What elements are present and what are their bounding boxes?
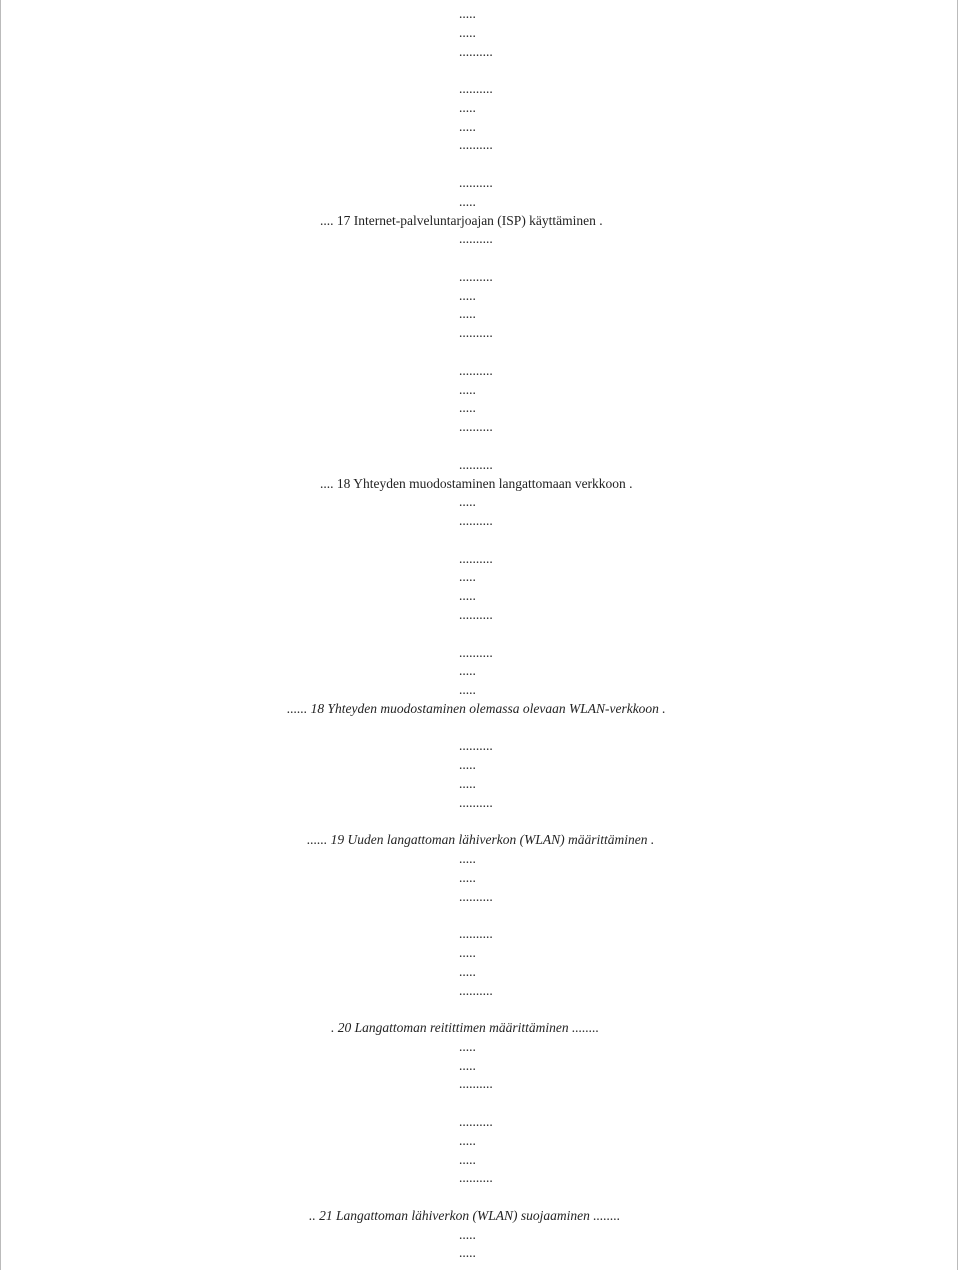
toc-entry: .... 17 Internet-palveluntarjoajan (ISP) käyttäminen . (320, 212, 603, 228)
dot-leader: ..... (459, 963, 476, 979)
dot-leader: ..... (459, 1057, 476, 1073)
dot-leader: ..... (459, 569, 476, 585)
dot-leader: .......... (459, 606, 493, 622)
toc-entry: ...... 19 Uuden langattoman lähiverkon (WLAN) määrittäminen . (307, 832, 655, 848)
dot-leader: ..... (459, 306, 476, 322)
dot-leader: .......... (459, 1114, 493, 1130)
dot-leader: .......... (459, 982, 493, 998)
dot-leader: ..... (459, 6, 476, 21)
dot-leader: .......... (459, 926, 493, 942)
dot-leader: .......... (459, 1076, 493, 1092)
dot-leader: ..... (459, 494, 476, 510)
dot-leader: ..... (459, 663, 476, 679)
toc-entry: .. 21 Langattoman lähiverkon (WLAN) suojaaminen ........ (309, 1207, 621, 1223)
dot-leader: .......... (459, 738, 493, 754)
dot-leader: ..... (459, 869, 476, 885)
dot-leader: ..... (459, 193, 476, 209)
dot-leader: .......... (459, 81, 493, 97)
dot-leader: .......... (459, 175, 493, 191)
dot-leader: ..... (459, 1038, 476, 1054)
dot-leader: ..... (459, 851, 476, 867)
dot-leader: .......... (459, 231, 493, 247)
dot-leader: ..... (459, 1151, 476, 1167)
dot-leader: ..... (459, 945, 476, 960)
dot-leader: ..... (459, 118, 476, 134)
dot-leader: .......... (459, 888, 493, 904)
dot-leader: ..... (459, 775, 476, 791)
dot-leader: ..... (459, 99, 476, 115)
dot-leader: ..... (459, 24, 476, 40)
dot-leader: ..... (459, 1132, 476, 1148)
dot-leader: .......... (459, 137, 493, 153)
toc-entry: .... 18 Yhteyden muodostaminen langattomaan verkkoon . (320, 475, 633, 491)
dot-leader: .......... (459, 550, 493, 566)
dot-leader: ..... (459, 682, 476, 698)
dot-leader: .......... (459, 644, 493, 660)
dot-leader: .......... (459, 794, 493, 810)
dot-leader: .......... (459, 456, 493, 472)
dot-leader: ..... (459, 588, 476, 604)
dot-leader: .......... (459, 325, 493, 341)
dot-leader: ..... (459, 400, 476, 416)
dot-leader: ..... (459, 757, 476, 773)
dot-leader: ..... (459, 1226, 476, 1242)
dot-leader: .......... (459, 419, 493, 435)
dot-leader: .......... (459, 513, 493, 529)
dot-leader: .......... (459, 362, 493, 378)
dot-leader: .......... (459, 43, 493, 59)
dot-leader: ..... (459, 287, 476, 303)
dot-leader: ..... (459, 381, 476, 397)
toc-entry: . 20 Langattoman reitittimen määrittäminen ........ (331, 1020, 599, 1036)
toc-entry: ...... 18 Yhteyden muodostaminen olemassa olevaan WLAN-verkkoon . (287, 700, 666, 716)
dot-leader: .......... (459, 1170, 493, 1186)
dot-leader: .......... (459, 268, 493, 284)
dot-leader: ..... (459, 1245, 476, 1261)
